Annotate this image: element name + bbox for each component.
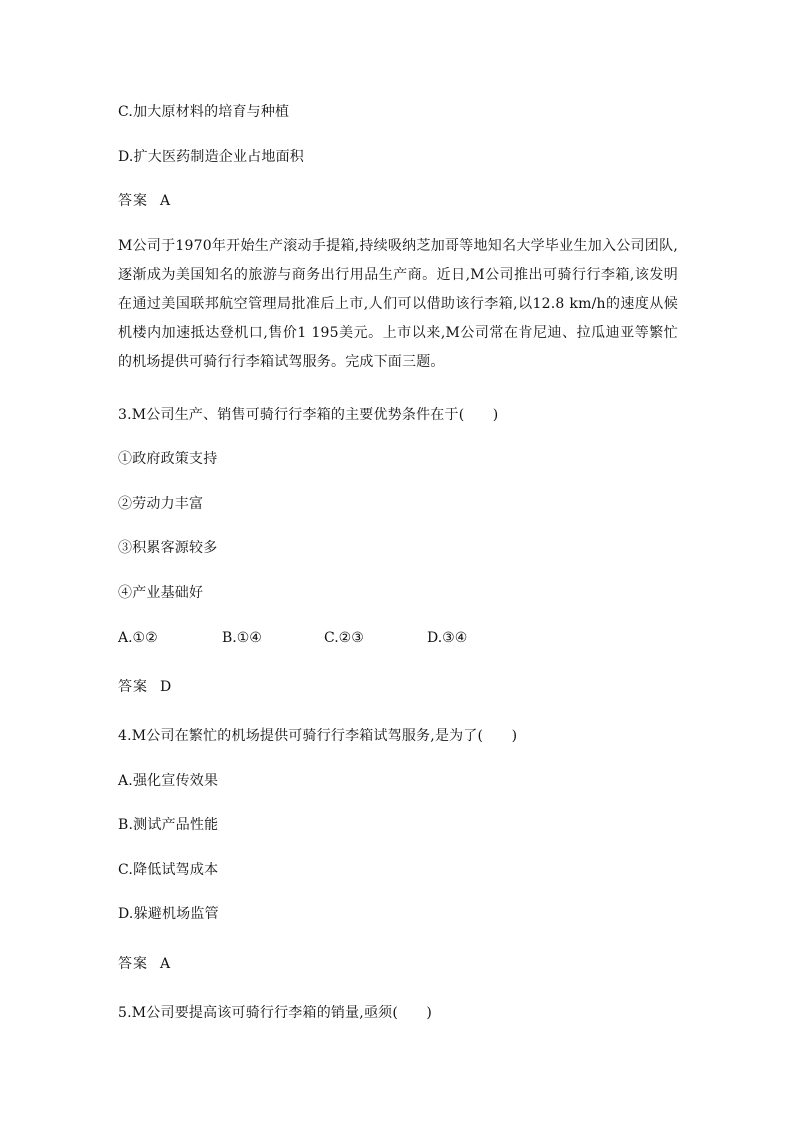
q4-answer — [118, 954, 170, 974]
q3-options — [118, 628, 538, 648]
q3-item-3: ③积累客源较多 — [118, 540, 218, 556]
answer-value: A — [160, 193, 171, 209]
q3-option-a: A.①② — [118, 630, 158, 646]
q4-option-a: A.强化宣传效果 — [118, 773, 219, 789]
q2-option-c: C.加大原材料的培育与种植 — [118, 104, 290, 120]
passage-text: M公司于1970年开始生产滚动手提箱,持续吸纳芝加哥等地知名大学毕业生加入公司团队,逐渐成为美国知名的旅游与商务出行用品生产商。近日,M公司推出可骑行行李箱,该发明在通过美国联邦航空管理局批准后上市,人们可以借助该行李箱,以12.8 km/h的速度从候机楼内加速抵达登机口,售价1 195美元。上市以来,M公司常在肯尼迪、拉瓜迪亚等繁忙的机场提供可骑行行李箱试驾服务。完成下面三题。 — [118, 238, 678, 370]
q3-item-2: ②劳动力丰富 — [118, 496, 204, 512]
q4-option-c: C.降低试驾成本 — [118, 862, 219, 878]
answer-value: D — [160, 679, 172, 695]
q3-stem: 3.M公司生产、销售可骑行行李箱的主要优势条件在于( ) — [118, 407, 499, 423]
q3-option-c: C.②③ — [324, 630, 364, 646]
q3-option-b: B.①④ — [222, 630, 262, 646]
answer-value: A — [160, 956, 171, 972]
q3-answer — [118, 677, 171, 697]
answer-label: 答案 — [118, 956, 148, 972]
answer-label: 答案 — [118, 193, 148, 209]
q4-stem: 4.M公司在繁忙的机场提供可骑行行李箱试驾服务,是为了( ) — [118, 728, 518, 744]
q5-stem: 5.M公司要提高该可骑行行李箱的销量,亟须( ) — [118, 1005, 433, 1021]
q3-option-d: D.③④ — [427, 630, 468, 646]
q4-option-d: D.躲避机场监管 — [118, 906, 219, 922]
q4-option-b: B.测试产品性能 — [118, 817, 219, 833]
q2-answer — [118, 191, 170, 211]
q3-item-1: ①政府政策支持 — [118, 451, 218, 467]
answer-label: 答案 — [118, 679, 148, 695]
q3-item-4: ④产业基础好 — [118, 585, 204, 601]
q2-option-d: D.扩大医药制造企业占地面积 — [118, 149, 304, 165]
